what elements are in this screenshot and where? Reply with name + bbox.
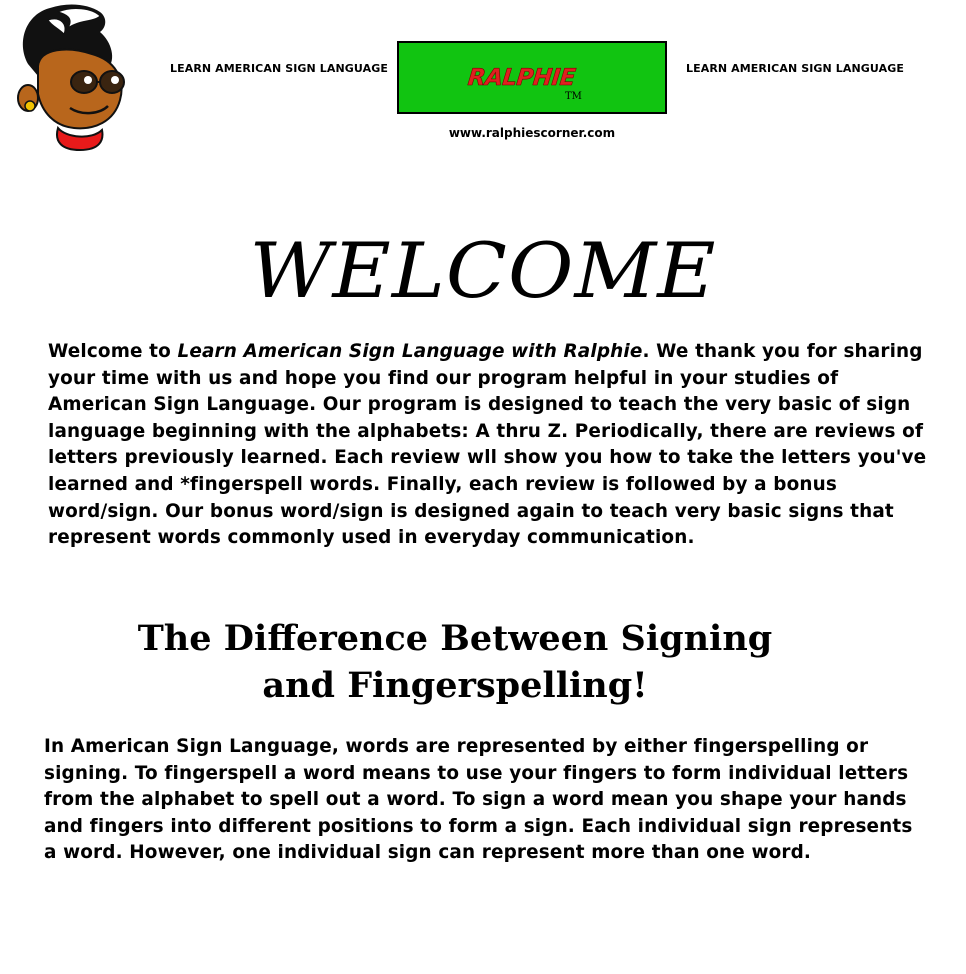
ralphie-logo bbox=[397, 41, 667, 114]
intro-prefix: Welcome to bbox=[48, 341, 178, 362]
site-url: www.ralphiescorner.com bbox=[448, 126, 616, 140]
difference-paragraph: In American Sign Language, words are represented by either fingerspelling or signing. To fingerspell a word means to use your fingers to form individual letters from the alphabet to spell out a word. To sign a word mean you shape your hands and fingers into different positions to form a sign. Each individual sign represents a word. However, one individual sign can represent more than one word. bbox=[44, 736, 913, 864]
welcome-paragraph bbox=[48, 339, 928, 552]
intro-body: . We thank you for sharing your time with us and hope you find our program helpful in your studies of American Sign Language. Our program is designed to teach the very basic of sign language beginning with the alphabets: A thru Z. Periodically, there are reviews of letters previously learned. Each review wll show you how to take the letters you've learned and *fingerspell words. Finally, each review is followed by a bonus word/sign. Our bonus word/sign is designed again to teach very basic signs that represent words commonly used in everyday communication. bbox=[48, 341, 927, 549]
welcome-title: WELCOME bbox=[249, 226, 717, 315]
logo-word: RALPHIE bbox=[466, 65, 577, 91]
header-title-left: LEARN AMERICAN SIGN LANGUAGE bbox=[170, 62, 388, 75]
trademark-mark: TM bbox=[565, 91, 582, 102]
difference-heading bbox=[100, 615, 810, 709]
mascot-icon bbox=[8, 2, 136, 152]
difference-heading-line1: The Difference Between Signing bbox=[137, 618, 773, 659]
difference-heading-line2: and Fingerspelling! bbox=[262, 665, 648, 706]
program-name: Learn American Sign Language with Ralphie bbox=[177, 341, 643, 362]
header-title-right: LEARN AMERICAN SIGN LANGUAGE bbox=[686, 62, 904, 75]
